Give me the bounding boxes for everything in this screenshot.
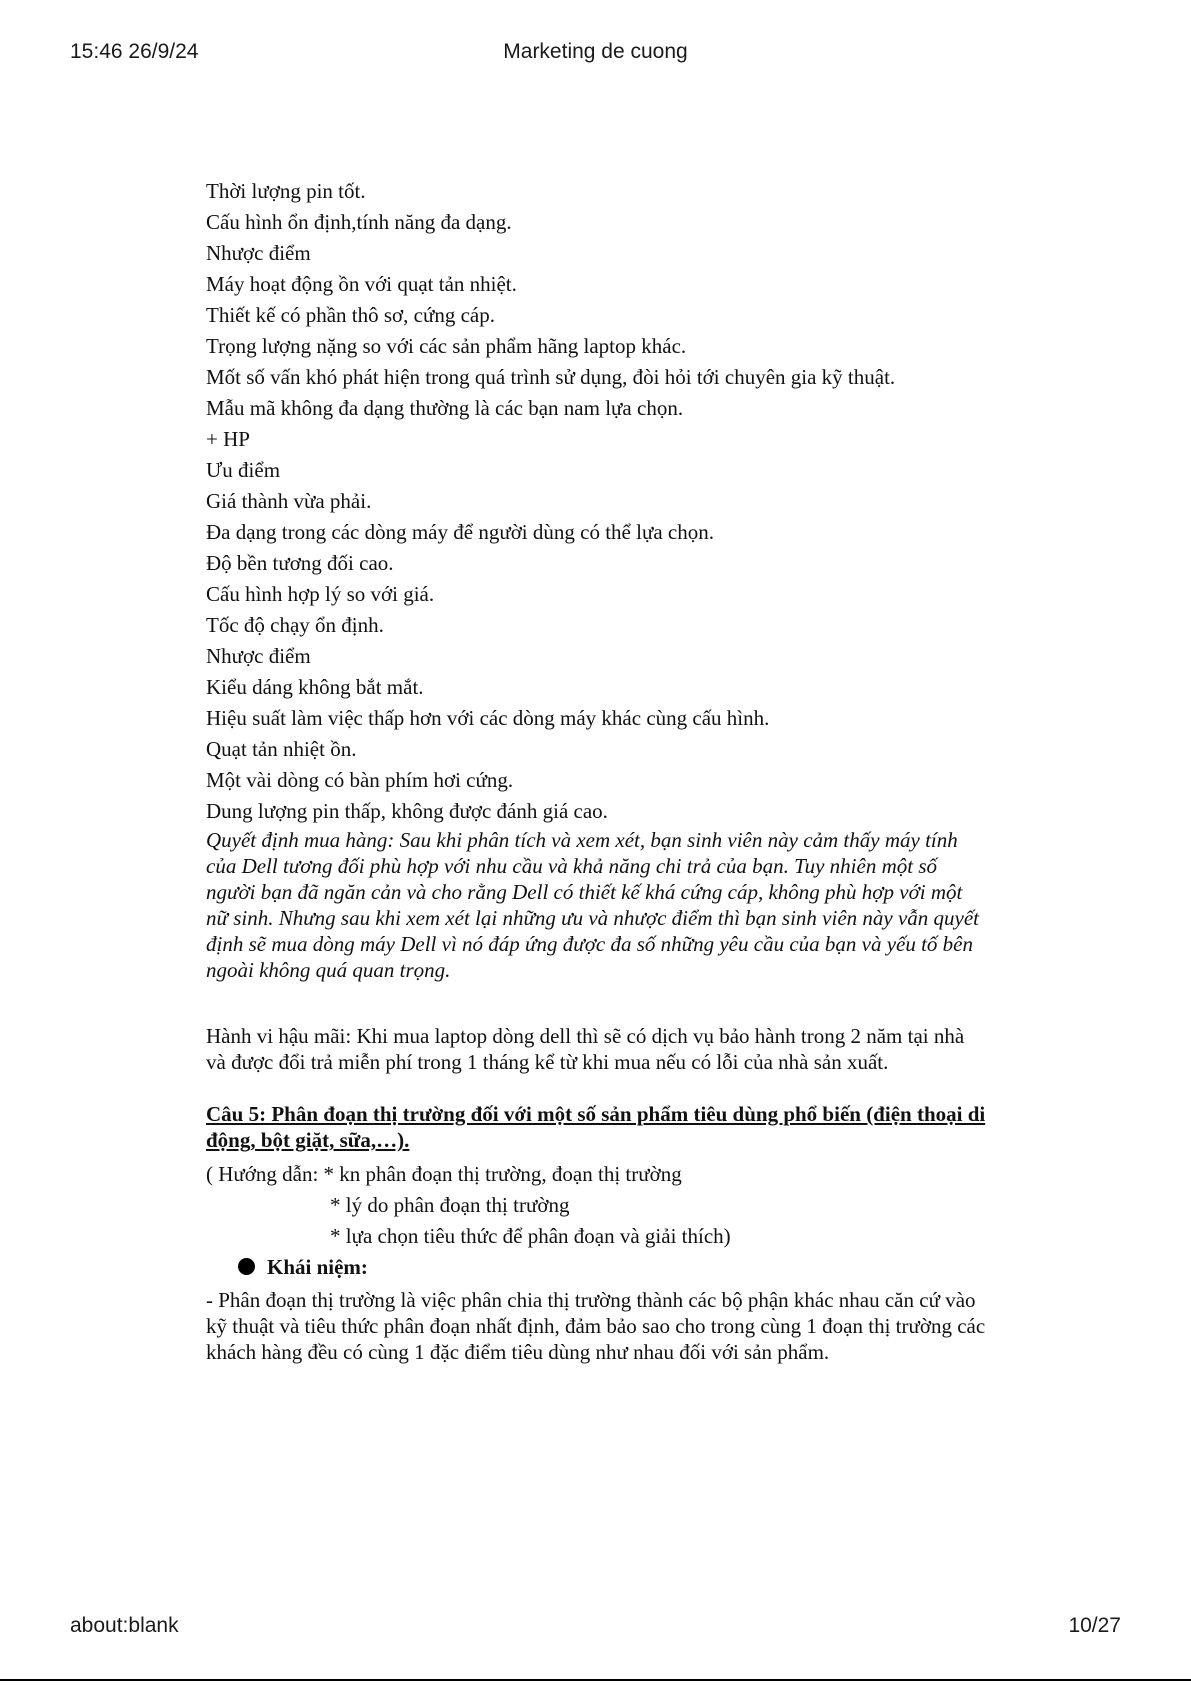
footer-url: about:blank [70, 1614, 179, 1637]
guide-line-3: * lựa chọn tiêu thức để phân đoạn và giải thích) [330, 1224, 731, 1248]
concept-bullet-item [206, 1252, 986, 1283]
question-5-heading: Câu 5: Phân đoạn thị trường đối với một số sản phẩm tiêu dùng phổ biến (điện thoại di động, bột giặt, sữa,…). [206, 1102, 986, 1152]
text-line: Mốt số vấn khó phát hiện trong quá trình sử dụng, đòi hỏi tới chuyên gia kỹ thuật. [206, 365, 896, 389]
text-line: Ưu điểm [206, 458, 281, 482]
page-bottom-divider [0, 1679, 1191, 1681]
after-sales-paragraph: Hành vi hậu mãi: Khi mua laptop dòng dell thì sẽ có dịch vụ bảo hành trong 2 năm tại nhà và được đổi trả miễn phí trong 1 tháng kể từ khi mua nếu có lỗi của nhà sản xuất. [206, 1024, 965, 1074]
purchase-decision-paragraph: Quyết định mua hàng: Sau khi phân tích và xem xét, bạn sinh viên này cảm thấy máy tính của Dell tương đối phù hợp với nhu cầu và khả năng chi trả của bạn. Tuy nhiên một số người bạn đã ngăn cản và cho rằng Dell có thiết kế khá cứng cáp, không phù hợp với một nữ sinh. Nhưng sau khi xem xét lại những ưu và nhược điểm thì bạn sinh viên này vẫn quyết định sẽ mua dòng máy Dell vì nó đáp ứng được đa số những yêu cầu của bạn và yếu tố bên ngoài không quá quan trọng. [206, 828, 980, 982]
text-line: + HP [206, 427, 250, 451]
text-line: Đa dạng trong các dòng máy để người dùng có thể lựa chọn. [206, 520, 714, 544]
header-title: Marketing de cuong [503, 40, 688, 63]
header-datetime: 15:46 26/9/24 [70, 40, 199, 63]
text-line: Quạt tản nhiệt ồn. [206, 737, 357, 761]
text-line: Trọng lượng nặng so với các sản phẩm hãng laptop khác. [206, 334, 687, 358]
text-line: Độ bền tương đối cao. [206, 551, 394, 575]
text-line: Cấu hình ổn định,tính năng đa dạng. [206, 210, 512, 234]
text-line: Dung lượng pin thấp, không được đánh giá cao. [206, 799, 608, 823]
text-line: Tốc độ chạy ổn định. [206, 613, 384, 637]
text-line: Nhược điểm [206, 644, 311, 668]
text-line: Mẫu mã không đa dạng thường là các bạn nam lựa chọn. [206, 396, 684, 420]
guide-line-2: * lý do phân đoạn thị trường [330, 1193, 570, 1217]
text-line: Giá thành vừa phải. [206, 489, 372, 513]
bullet-dot-icon [238, 1258, 255, 1275]
footer-page-number: 10/27 [1068, 1614, 1121, 1637]
text-line: Cấu hình hợp lý so với giá. [206, 582, 435, 606]
document-body [206, 176, 986, 1365]
guide-line-1: ( Hướng dẫn: * kn phân đoạn thị trường, đoạn thị trường [206, 1162, 682, 1186]
text-line: Hiệu suất làm việc thấp hơn với các dòng máy khác cùng cấu hình. [206, 706, 770, 730]
concept-paragraph: - Phân đoạn thị trường là việc phân chia thị trường thành các bộ phận khác nhau căn cứ vào kỹ thuật và tiêu thức phân đoạn nhất định, đảm bảo sao cho trong cùng 1 đoạn thị trường các khách hàng đều có cùng 1 đặc điểm tiêu dùng như nhau đối với sản phẩm. [206, 1288, 986, 1364]
text-line: Thiết kế có phần thô sơ, cứng cáp. [206, 303, 495, 327]
text-line: Một vài dòng có bàn phím hơi cứng. [206, 768, 514, 792]
text-line: Thời lượng pin tốt. [206, 179, 366, 203]
print-footer [70, 1614, 1121, 1644]
spacer [206, 1075, 986, 1101]
concept-bullet-label: Khái niệm: [267, 1255, 368, 1279]
text-line: Kiểu dáng không bắt mắt. [206, 675, 424, 699]
spacer [206, 983, 986, 1023]
print-header [70, 40, 1121, 70]
text-line: Nhược điểm [206, 241, 311, 265]
text-line: Máy hoạt động ồn với quạt tản nhiệt. [206, 272, 517, 296]
